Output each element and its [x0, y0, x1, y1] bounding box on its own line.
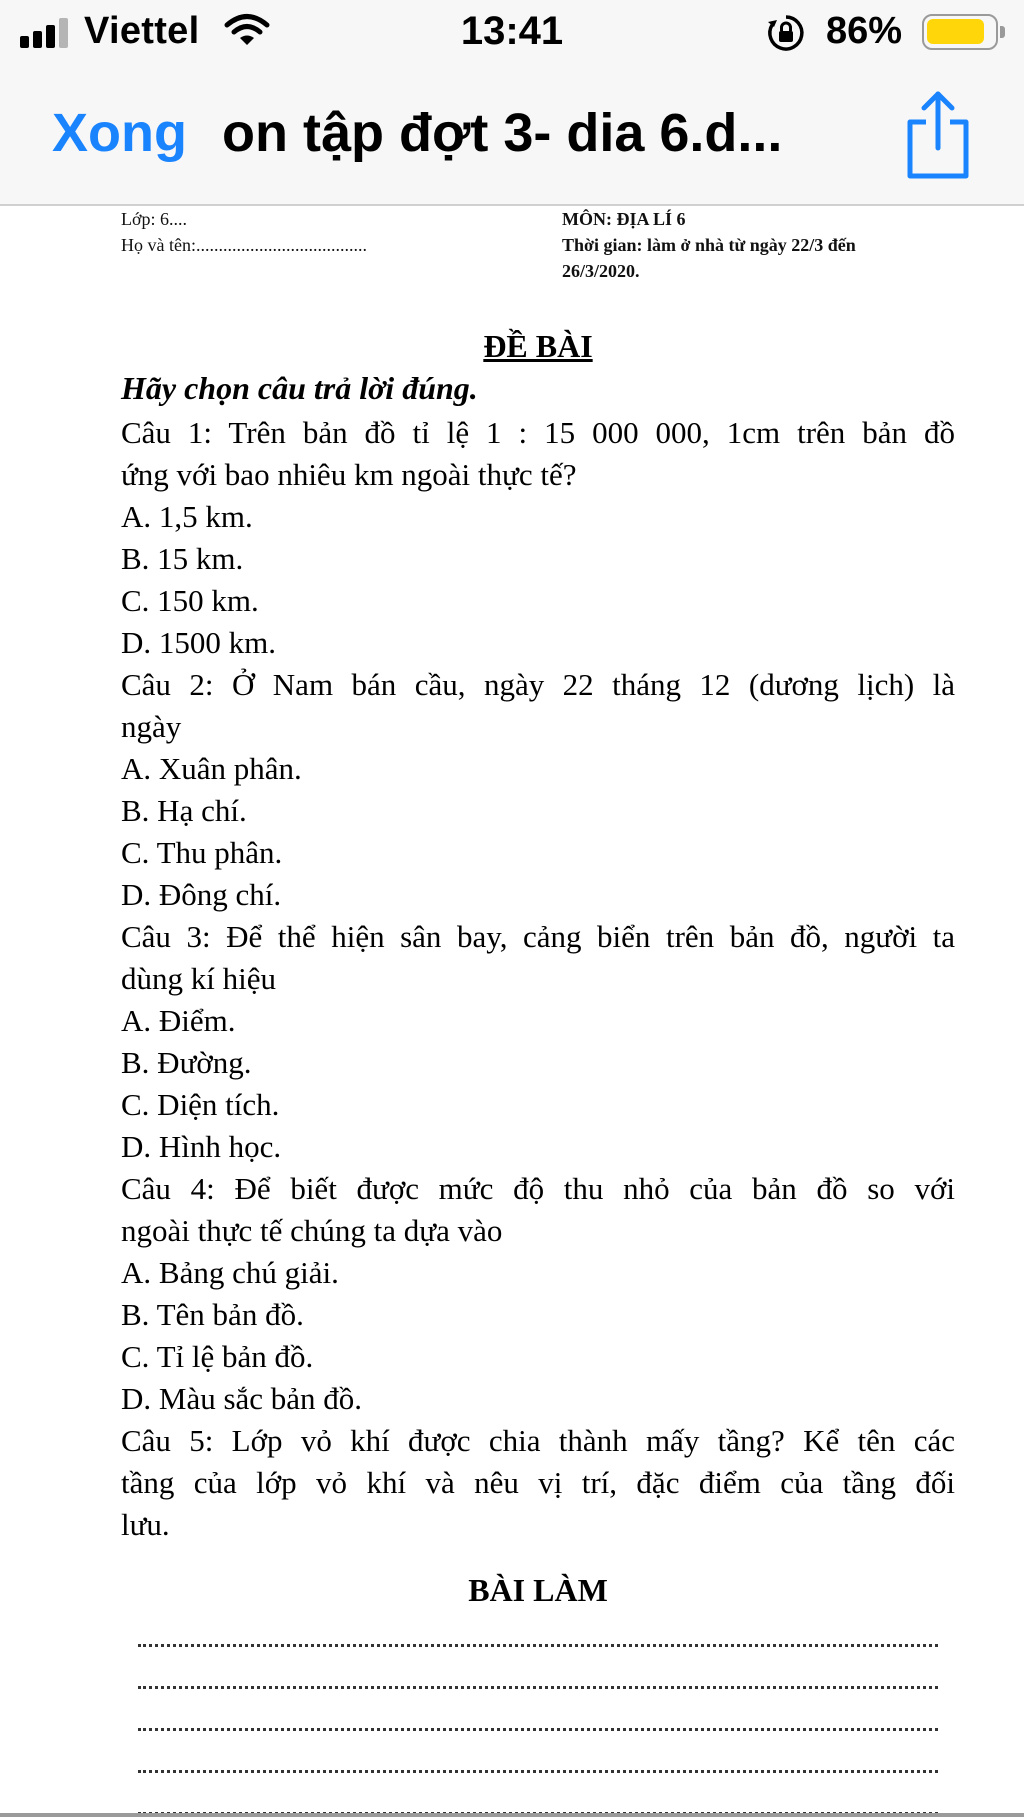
navigation-bar	[0, 66, 1024, 206]
question-3-option: A. Điểm.	[121, 1003, 236, 1038]
status-bar	[0, 0, 1024, 66]
question-5-text: lưu.	[121, 1507, 170, 1542]
question-2-option: D. Đông chí.	[121, 877, 282, 912]
instruction: Hãy chọn câu trả lời đúng.	[121, 370, 478, 406]
question-3-text: Câu 3: Để thể hiện sân bay, cảng biển trên bản đồ, người ta	[121, 919, 955, 954]
answer-line	[138, 1770, 938, 1775]
question-4-option: A. Bảng chú giải.	[121, 1255, 339, 1290]
question-2-option: B. Hạ chí.	[121, 793, 247, 828]
answer-title: BÀI LÀM	[468, 1572, 608, 1608]
question-1-option: A. 1,5 km.	[121, 499, 253, 534]
question-2-text: Câu 2: Ở Nam bán cầu, ngày 22 tháng 12 (dương lịch) là	[121, 667, 955, 702]
question-4-text: ngoài thực tế chúng ta dựa vào	[121, 1213, 503, 1248]
question-2-text: ngày	[121, 709, 182, 744]
question-2-option: A. Xuân phân.	[121, 751, 302, 786]
question-5-text: tầng của lớp vỏ khí và nêu vị trí, đặc điểm của tầng đối	[121, 1465, 955, 1500]
battery-icon	[922, 14, 998, 50]
question-1-text: Câu 1: Trên bản đồ tỉ lệ 1 : 15 000 000, 1cm trên bản đồ	[121, 415, 955, 450]
orientation-lock-icon	[766, 13, 806, 53]
question-5-text: Câu 5: Lớp vỏ khí được chia thành mấy tầng? Kể tên các	[121, 1423, 955, 1458]
carrier-name: Viettel	[84, 10, 200, 52]
answer-line	[138, 1686, 938, 1691]
time-line-2: 26/3/2020.	[562, 261, 640, 281]
question-1-text: ứng với bao nhiêu km ngoài thực tế?	[121, 457, 577, 492]
question-1-option: D. 1500 km.	[121, 625, 276, 660]
document-title: on tập đợt 3- dia 6.d...	[222, 103, 783, 163]
document-page[interactable]	[0, 206, 1024, 1817]
bottom-divider	[0, 1813, 1024, 1817]
question-3-option: D. Hình học.	[121, 1129, 282, 1164]
question-2-option: C. Thu phân.	[121, 835, 283, 870]
question-3-text: dùng kí hiệu	[121, 961, 276, 996]
share-icon[interactable]	[904, 90, 972, 180]
question-4-text: Câu 4: Để biết được mức độ thu nhỏ của bản đồ so với	[121, 1171, 955, 1206]
answer-line	[138, 1644, 938, 1649]
battery-fill	[927, 19, 984, 44]
done-button[interactable]: Xong	[52, 103, 187, 163]
battery-tip	[1000, 26, 1005, 38]
subject-line: MÔN: ĐỊA LÍ 6	[562, 209, 686, 229]
question-1-option: B. 15 km.	[121, 541, 244, 576]
question-1-option: C. 150 km.	[121, 583, 259, 618]
name-line: Họ và tên:......................................	[121, 235, 367, 255]
answer-line	[138, 1728, 938, 1733]
question-4-option: C. Tỉ lệ bản đồ.	[121, 1339, 314, 1374]
battery-percent: 86%	[826, 10, 903, 52]
status-time: 13:41	[460, 9, 564, 53]
exam-title: ĐỀ BÀI	[483, 328, 593, 364]
time-line-1: Thời gian: làm ở nhà từ ngày 22/3 đến	[562, 235, 856, 255]
class-line: Lớp: 6....	[121, 209, 188, 229]
question-4-option: B. Tên bản đồ.	[121, 1297, 304, 1332]
question-3-option: B. Đường.	[121, 1045, 252, 1080]
question-3-option: C. Diện tích.	[121, 1087, 280, 1122]
question-4-option: D. Màu sắc bản đồ.	[121, 1381, 363, 1416]
